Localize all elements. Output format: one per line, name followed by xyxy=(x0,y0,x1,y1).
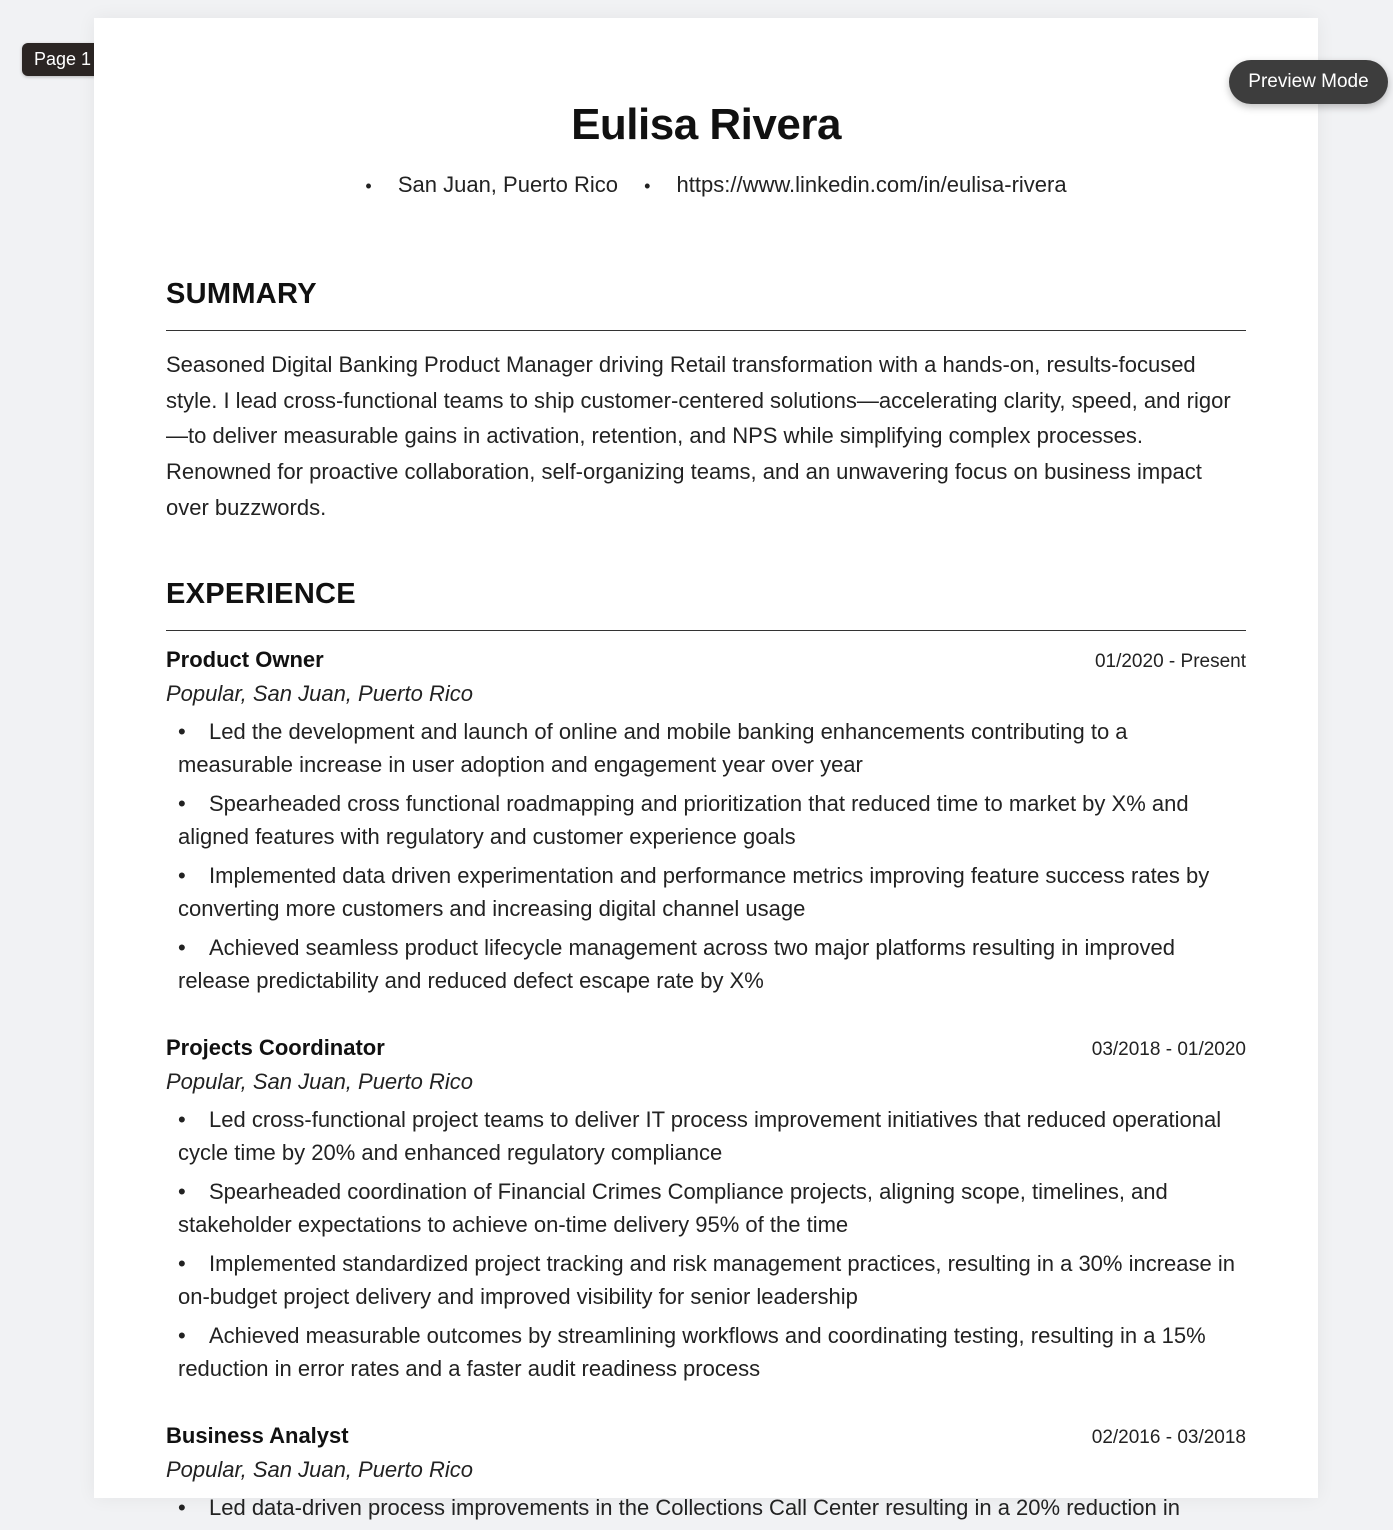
list-item: • Spearheaded coordination of Financial Crimes Compliance projects, aligning scope, timelines, and stakeholder expectations to achieve on-time delivery 95% of the time xyxy=(178,1175,1246,1241)
job-company: Popular, San Juan, Puerto Rico xyxy=(166,1456,473,1482)
job-dates: 02/2016 - 03/2018 xyxy=(1091,1426,1246,1448)
section-divider xyxy=(166,330,1246,331)
job-dates: 03/2018 - 01/2020 xyxy=(1091,1038,1246,1060)
list-item: • Achieved measurable outcomes by streamlining workflows and coordinating testing, resulting in a 15% reduction in error rates and a faster audit readiness process xyxy=(178,1319,1246,1385)
bullet-dot-icon: • xyxy=(178,1250,186,1276)
bullet-dot-icon: • xyxy=(178,862,186,888)
bullet-dot-icon: • xyxy=(365,176,372,196)
bullet-dot-icon: • xyxy=(178,790,186,816)
list-item: • Implemented data driven experimentation and performance metrics improving feature success rates by converting more customers and increasing digital channel usage xyxy=(178,859,1246,925)
job-bullets xyxy=(166,715,1246,997)
resume-sheet xyxy=(94,18,1369,1520)
preview-mode-button[interactable]: Preview Mode xyxy=(1229,60,1388,104)
bullet-dot-icon: • xyxy=(178,1106,186,1132)
job-entry xyxy=(166,1035,1246,1385)
list-item: • Led data-driven process improvements in the Collections Call Center resulting in a 20% reduction in xyxy=(178,1491,1246,1524)
job-title: Product Owner xyxy=(166,646,324,672)
list-item: • Led cross-functional project teams to deliver IT process improvement initiatives that reduced operational cycle time by 20% and enhanced regulatory compliance xyxy=(178,1103,1246,1169)
contact-linkedin[interactable]: https://www.linkedin.com/in/eulisa-rivera xyxy=(676,172,1067,197)
job-dates: 01/2020 - Present xyxy=(1094,650,1246,672)
list-item: • Led the development and launch of online and mobile banking enhancements contributing to a measurable increase in user adoption and engagement year over year xyxy=(178,715,1246,781)
bullet-dot-icon: • xyxy=(178,1494,186,1520)
bullet-dot-icon: • xyxy=(178,1178,186,1204)
job-entry xyxy=(166,647,1246,997)
contact-line xyxy=(166,170,1246,200)
list-item: • Achieved seamless product lifecycle management across two major platforms resulting in improved release predictability and reduced defect escape rate by X% xyxy=(178,931,1246,997)
page-indicator-badge: Page 1 xyxy=(22,43,103,76)
experience-heading: EXPERIENCE xyxy=(166,577,356,610)
contact-location: San Juan, Puerto Rico xyxy=(397,172,618,197)
job-title: Projects Coordinator xyxy=(166,1034,385,1060)
summary-heading: SUMMARY xyxy=(166,278,317,310)
job-bullets xyxy=(166,1491,1246,1524)
candidate-name: Eulisa Rivera xyxy=(571,100,841,149)
resume-content xyxy=(166,96,1246,1530)
bullet-dot-icon: • xyxy=(178,934,186,960)
bullet-dot-icon: • xyxy=(178,718,186,744)
job-entry xyxy=(166,1423,1246,1524)
job-bullets xyxy=(166,1103,1246,1385)
section-divider xyxy=(166,630,1246,631)
list-item: • Implemented standardized project tracking and risk management practices, resulting in a 30% increase in on-budget project delivery and improved visibility for senior leadership xyxy=(178,1247,1246,1313)
bullet-dot-icon: • xyxy=(644,176,651,196)
job-company: Popular, San Juan, Puerto Rico xyxy=(166,680,473,706)
summary-text: Seasoned Digital Banking Product Manager driving Retail transformation with a hands-on, results-focused style. I lead cross-functional teams to ship customer-centered solutions—accelerating clarity, speed, and rigor—to deliver measurable gains in activation, retention, and NPS while simplifying complex processes. Renowned for proactive collaboration, self-organizing teams, and an unwavering focus on business impact over buzzwords. xyxy=(166,352,1231,520)
job-company: Popular, San Juan, Puerto Rico xyxy=(166,1068,473,1094)
list-item: • Spearheaded cross functional roadmapping and prioritization that reduced time to market by X% and aligned features with regulatory and customer experience goals xyxy=(178,787,1246,853)
bullet-dot-icon: • xyxy=(178,1322,186,1348)
job-title: Business Analyst xyxy=(166,1422,349,1448)
